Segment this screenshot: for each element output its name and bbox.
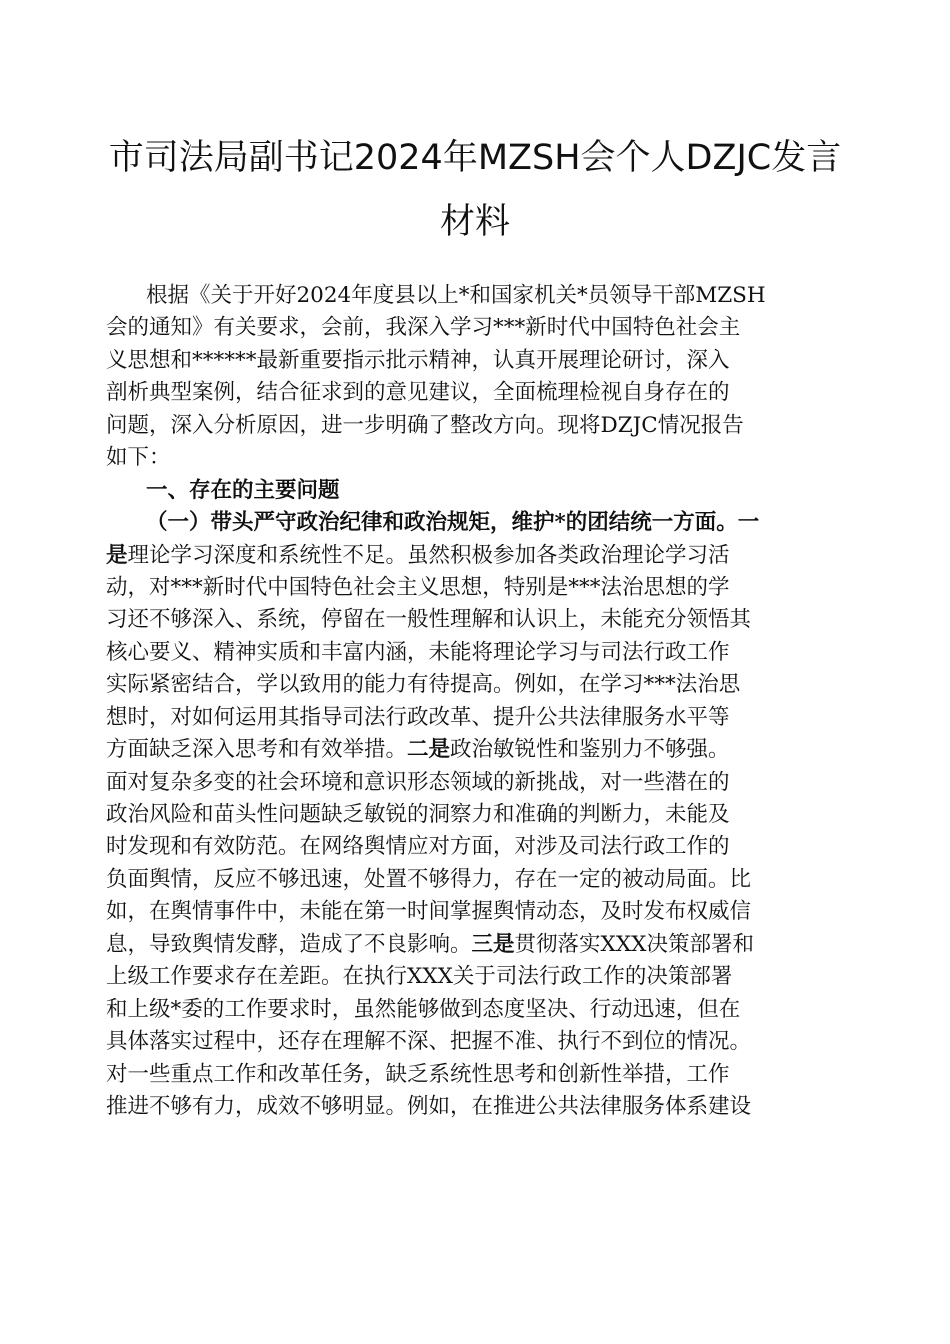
body-text: 政治敏锐性和鉴别力不够强。 (450, 737, 730, 763)
body-line (106, 540, 846, 572)
body-text: 方面缺乏深入思考和有效举措。 (106, 737, 408, 763)
body-line: 如，在舆情事件中，未能在第一时间掌握舆情动态，及时发布权威信 (106, 899, 752, 925)
document-body (106, 280, 846, 1123)
body-text: 贯彻落实XXX决策部署和 (514, 931, 754, 957)
body-line: 具体落实过程中，还存在理解不深、把握不准、执行不到位的情况。 (106, 1029, 752, 1055)
body-line: 对一些重点工作和改革任务，缺乏系统性思考和创新性举措，工作 (106, 1061, 730, 1087)
body-line: 时发现和有效防范。在网络舆情应对方面，对涉及司法行政工作的 (106, 834, 730, 860)
subsection-title: （一）带头严守政治纪律和政治规矩，维护*的团结统一方面。 (146, 510, 738, 536)
body-line: 推进不够有力，成效不够明显。例如，在推进公共法律服务体系建设 (106, 1093, 752, 1119)
body-text: 理论学习深度和系统性不足。虽然积极参加各类政治理论学习活 (127, 542, 730, 568)
body-line: 核心要义、精神实质和丰富内涵，未能将理论学习与司法行政工作 (106, 639, 730, 665)
document-title-line1: 市司法局副书记2024年MZSH会个人DZJC发言 (108, 138, 842, 178)
body-line: 负面舆情，反应不够迅速，处置不够得力，存在一定的被动局面。比 (106, 866, 752, 892)
body-line: 动，对***新时代中国特色社会主义思想，特别是***法治思想的学 (106, 574, 730, 600)
point-marker: 三是 (471, 931, 515, 957)
intro-line: 剖析典型案例，结合征求到的意见建议，全面梳理检视自身存在的 (106, 380, 730, 406)
body-line (106, 929, 846, 961)
document-title-line2: 材料 (439, 202, 510, 242)
point-marker: 一 (737, 510, 760, 536)
point-marker: 是 (106, 542, 128, 568)
intro-line: 问题，深入分析原因，进一步明确了整改方向。现将DZJC情况报告 (106, 412, 744, 438)
intro-line: 如下： (106, 445, 171, 471)
body-line: 上级工作要求存在差距。在执行XXX关于司法行政工作的决策部署 (106, 964, 733, 990)
body-line: 实际紧密结合，学以致用的能力有待提高。例如，在学习***法治思 (106, 672, 741, 698)
body-line: 政治风险和苗头性问题缺乏敏锐的洞察力和准确的判断力，未能及 (106, 802, 730, 827)
body-line: 和上级*委的工作要求时，虽然能够做到态度坚决、行动迅速，但在 (106, 996, 741, 1022)
intro-line: 根据《关于开好2024年度县以上*和国家机关*员领导干部MZSH (146, 283, 766, 308)
body-line (106, 734, 846, 766)
intro-line: 会的通知》有关要求，会前，我深入学习***新时代中国特色社会主 (106, 315, 741, 341)
section-heading: 一、存在的主要问题 (146, 477, 340, 503)
intro-line: 义思想和******最新重要指示批示精神，认真开展理论研讨，深入 (106, 347, 730, 373)
body-line: 面对复杂多变的社会环境和意识形态领域的新挑战，对一些潜在的 (106, 769, 730, 795)
body-line: 想时，对如何运用其指导司法行政改革、提升公共法律服务水平等 (106, 704, 730, 730)
subsection-title-line (106, 507, 846, 539)
body-text: 息，导致舆情发酵，造成了不良影响。 (106, 931, 472, 957)
point-marker: 二是 (407, 737, 451, 763)
body-line: 习还不够深入、系统，停留在一般性理解和认识上，未能充分领悟其 (106, 607, 752, 633)
